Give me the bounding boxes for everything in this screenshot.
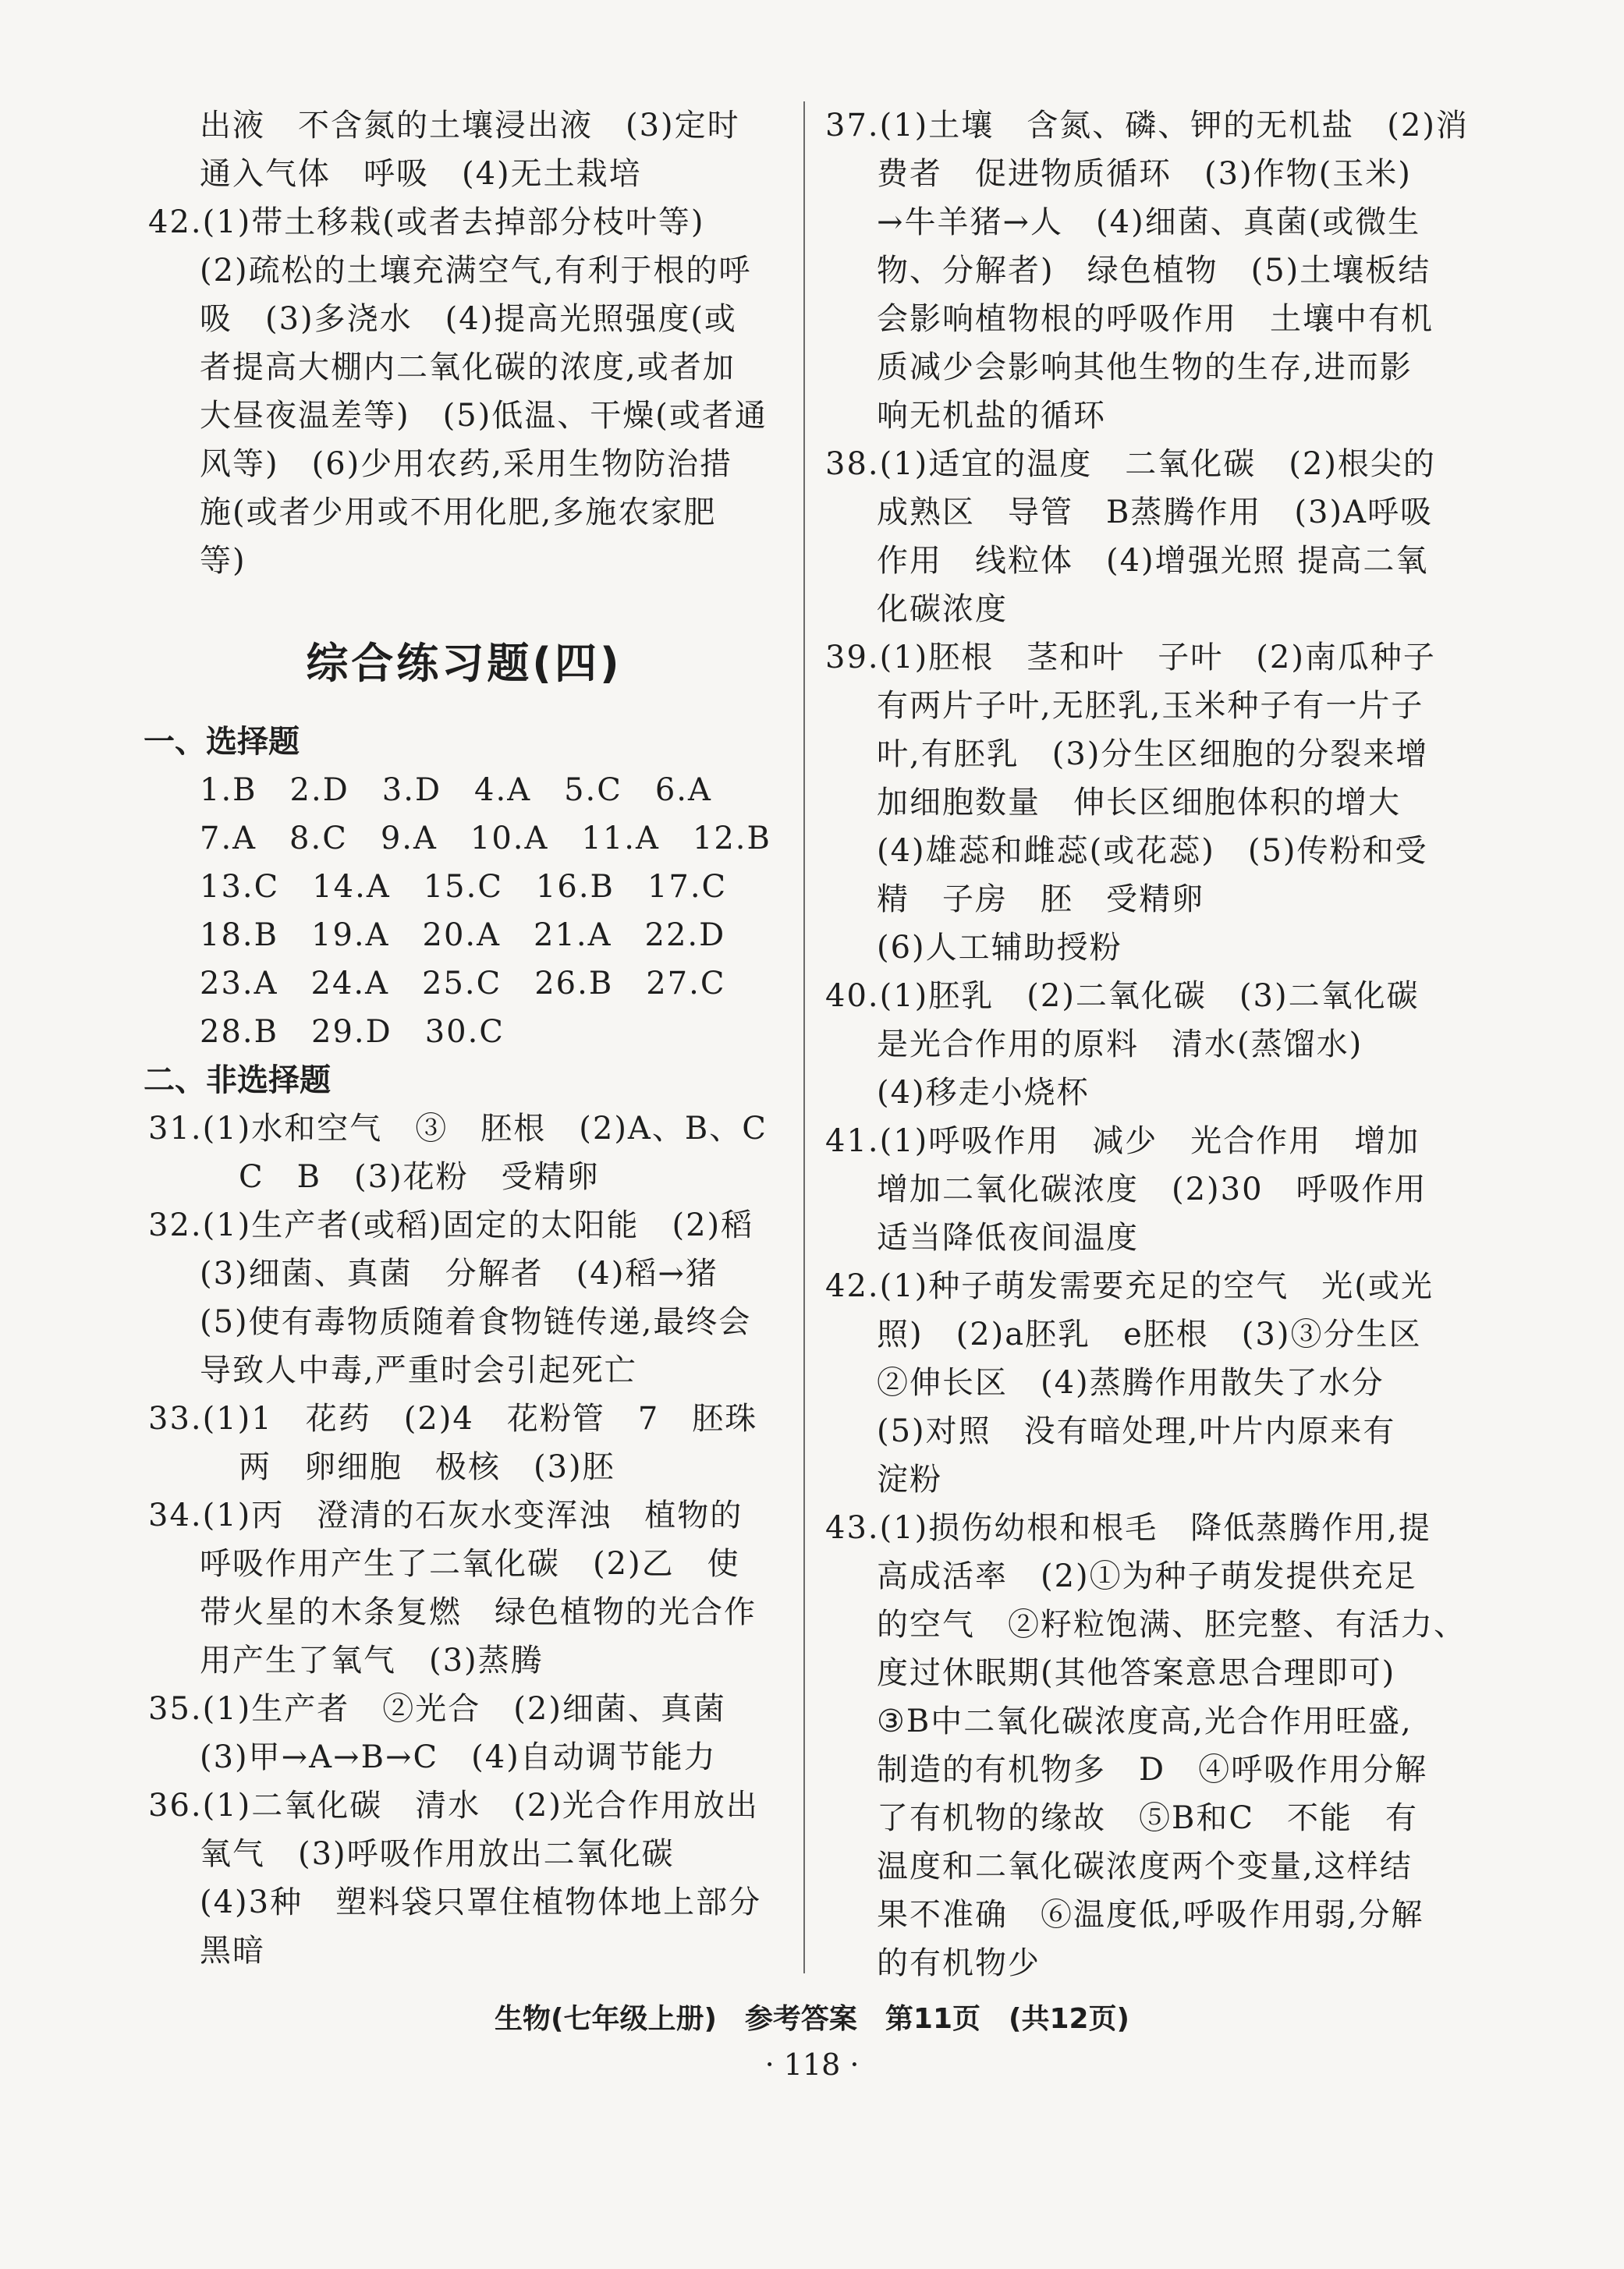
nonchoice-heading: 二、非选择题 bbox=[144, 1062, 331, 1098]
choice-heading: 一、选择题 bbox=[144, 724, 300, 760]
text-line: 温度和二氧化碳浓度两个变量,这样结 bbox=[877, 1849, 1413, 1884]
text-line: 费者 促进物质循环 (3)作物(玉米) bbox=[877, 156, 1412, 192]
text-line: 化碳浓度 bbox=[877, 591, 1008, 627]
answer-42-start: 42.(1)种子萌发需要充足的空气 光(或光 bbox=[825, 1268, 1434, 1304]
text-line: 淀粉 bbox=[877, 1462, 942, 1498]
text-line: (4)移走小烧杯 bbox=[877, 1075, 1090, 1111]
answer-36-start: 36.(1)二氧化碳 清水 (2)光合作用放出 bbox=[148, 1788, 759, 1824]
answer-32-start: 32.(1)生产者(或稻)固定的太阳能 (2)稻 bbox=[148, 1207, 754, 1243]
answer-33-start: 33.(1)1 花药 (2)4 花粉管 7 胚珠 bbox=[148, 1401, 758, 1437]
text-line: 带火星的木条复燃 绿色植物的光合作 bbox=[200, 1594, 757, 1630]
answer-37-start: 37.(1)土壤 含氮、磷、钾的无机盐 (2)消 bbox=[825, 108, 1469, 144]
text-line: 的有机物少 bbox=[877, 1945, 1041, 1981]
text-line: 呼吸作用产生了二氧化碳 (2)乙 使 bbox=[200, 1546, 740, 1582]
text-line: 者提高大棚内二氧化碳的浓度,或者加 bbox=[200, 349, 736, 385]
text-line: 高成活率 (2)①为种子萌发提供充足 bbox=[877, 1558, 1417, 1594]
text-line: 两 卵细胞 极核 (3)胚 bbox=[239, 1449, 615, 1485]
text-line: 大昼夜温差等) (5)低温、干燥(或者通 bbox=[200, 398, 768, 434]
text-line: 用产生了氧气 (3)蒸腾 bbox=[200, 1643, 544, 1679]
text-line: 了有机物的缘故 ⑤B和C 不能 有 bbox=[877, 1800, 1418, 1836]
answer-40-start: 40.(1)胚乳 (2)二氧化碳 (3)二氧化碳 bbox=[825, 978, 1420, 1014]
text-line: 导致人中毒,严重时会引起死亡 bbox=[200, 1353, 637, 1388]
text-line: 吸 (3)多浇水 (4)提高光照强度(或 bbox=[200, 301, 737, 337]
text-line: (3)甲→A→B→C (4)自动调节能力 bbox=[200, 1739, 717, 1775]
text-line: 等) bbox=[200, 543, 246, 579]
text-line: 黑暗 bbox=[200, 1933, 265, 1969]
text-line: 制造的有机物多 D ④呼吸作用分解 bbox=[877, 1752, 1428, 1788]
text-line: C B (3)花粉 受精卵 bbox=[239, 1159, 600, 1195]
text-line: 会影响植物根的呼吸作用 土壤中有机 bbox=[877, 301, 1434, 337]
text-line: (5)使有毒物质随着食物链传递,最终会 bbox=[200, 1304, 752, 1340]
answer-38-start: 38.(1)适宜的温度 二氧化碳 (2)根尖的 bbox=[825, 446, 1436, 482]
text-line: ②伸长区 (4)蒸腾作用散失了水分 bbox=[877, 1365, 1385, 1401]
text-line: 叶,有胚乳 (3)分生区细胞的分裂来增 bbox=[877, 736, 1429, 772]
answer-41-start: 41.(1)呼吸作用 减少 光合作用 增加 bbox=[825, 1123, 1420, 1159]
text-line: 是光合作用的原料 清水(蒸馏水) bbox=[877, 1026, 1363, 1062]
text-line: 适当降低夜间温度 bbox=[877, 1220, 1139, 1256]
answer-42-start: 42.(1)带土移栽(或者去掉部分枝叶等) bbox=[148, 204, 705, 240]
text-line: 成熟区 导管 B蒸腾作用 (3)A呼吸 bbox=[877, 495, 1433, 530]
text-line: 精 子房 胚 受精卵 bbox=[877, 881, 1204, 917]
mc-row: 28.B 29.D 30.C bbox=[200, 1014, 505, 1050]
answer-43-start: 43.(1)损伤幼根和根毛 降低蒸腾作用,提 bbox=[825, 1510, 1431, 1546]
text-line: 的空气 ②籽粒饱满、胚完整、有活力、 bbox=[877, 1607, 1466, 1643]
text-line: 质减少会影响其他生物的生存,进而影 bbox=[877, 349, 1413, 385]
text-line: 度过休眠期(其他答案意思合理即可) bbox=[877, 1655, 1396, 1691]
text-line: 作用 线粒体 (4)增强光照 提高二氧 bbox=[877, 543, 1429, 579]
mc-row: 7.A 8.C 9.A 10.A 11.A 12.B bbox=[200, 821, 771, 856]
text-line: ③B中二氧化碳浓度高,光合作用旺盛, bbox=[877, 1704, 1413, 1739]
section-title: 综合练习题(四) bbox=[306, 639, 622, 688]
text-line: 增加二氧化碳浓度 (2)30 呼吸作用 bbox=[877, 1172, 1427, 1207]
text-line: 照) (2)a胚乳 e胚根 (3)③分生区 bbox=[877, 1317, 1422, 1353]
text-line: 有两片子叶,无胚乳,玉米种子有一片子 bbox=[877, 688, 1424, 724]
text-line: (4)雄蕊和雌蕊(或花蕊) (5)传粉和受 bbox=[877, 833, 1428, 869]
answer-35-start: 35.(1)生产者 ②光合 (2)细菌、真菌 bbox=[148, 1691, 726, 1727]
mc-row: 23.A 24.A 25.C 26.B 27.C bbox=[200, 966, 726, 1002]
text-line: 通入气体 呼吸 (4)无土栽培 bbox=[200, 156, 642, 192]
answer-39-start: 39.(1)胚根 茎和叶 子叶 (2)南瓜种子 bbox=[825, 640, 1436, 675]
text-line: 果不准确 ⑥温度低,呼吸作用弱,分解 bbox=[877, 1897, 1424, 1933]
column-divider bbox=[803, 101, 805, 1973]
right-column bbox=[825, 101, 1469, 1987]
answer-31-start: 31.(1)水和空气 ③ 胚根 (2)A、B、C bbox=[148, 1111, 768, 1147]
text-line: (2)疏松的土壤充满空气,有利于根的呼 bbox=[200, 253, 752, 289]
text-line: 加细胞数量 伸长区细胞体积的增大 bbox=[877, 785, 1401, 821]
text-line: 物、分解者) 绿色植物 (5)土壤板结 bbox=[877, 253, 1431, 289]
page-number: · 118 · bbox=[764, 2047, 860, 2082]
text-line: (3)细菌、真菌 分解者 (4)稻→猪 bbox=[200, 1256, 718, 1292]
text-line: 风等) (6)少用农药,采用生物防治措 bbox=[200, 446, 732, 482]
text-line: →牛羊猪→人 (4)细菌、真菌(或微生 bbox=[877, 204, 1421, 240]
mc-row: 1.B 2.D 3.D 4.A 5.C 6.A bbox=[200, 772, 712, 808]
mc-row: 13.C 14.A 15.C 16.B 17.C bbox=[200, 869, 728, 905]
text-line: 响无机盐的循环 bbox=[877, 398, 1106, 434]
mc-row: 18.B 19.A 20.A 21.A 22.D bbox=[200, 917, 726, 953]
page-footer: 生物(七年级上册) 参考答案 第11页 (共12页) bbox=[494, 2003, 1129, 2035]
text-line: (4)3种 塑料袋只罩住植物体地上部分 bbox=[200, 1884, 762, 1920]
text-line: 氧气 (3)呼吸作用放出二氧化碳 bbox=[200, 1836, 675, 1872]
text-line: 出液 不含氮的土壤浸出液 (3)定时 bbox=[200, 108, 740, 144]
answer-34-start: 34.(1)丙 澄清的石灰水变浑浊 植物的 bbox=[148, 1498, 743, 1533]
text-line: 施(或者少用或不用化肥,多施农家肥 bbox=[200, 495, 717, 530]
left-column bbox=[144, 101, 780, 1975]
text-line: (5)对照 没有暗处理,叶片内原来有 bbox=[877, 1413, 1396, 1449]
text-line: (6)人工辅助授粉 bbox=[877, 930, 1122, 966]
